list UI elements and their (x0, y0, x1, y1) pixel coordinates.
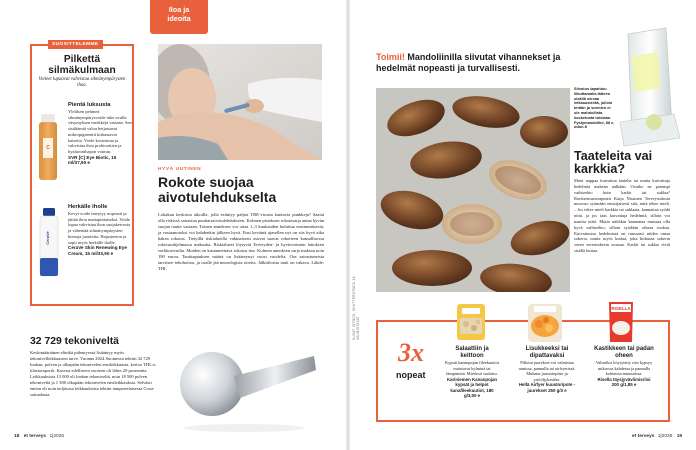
food-chicken (444, 346, 500, 399)
photo-credit: KUVAT ISTOCK, SHUTTERSTOCK JA VALMISTAJAT (352, 276, 360, 340)
article-left-headline: Rokote suojaa aivotulehdukselta (158, 174, 277, 205)
product-svr-title: Pientä luksusta (68, 102, 111, 108)
folio-left-issue: 1|2026 (49, 434, 65, 439)
svg-text:CeraVe: CeraVe (45, 231, 50, 245)
quick-foods-count: 3x (398, 338, 424, 367)
food-vegetables-title: Lisukkeeksi tai dipattavaksi (525, 346, 569, 359)
section-tab-label: Iloa ja ideoita (167, 5, 191, 23)
svr-eye-cream-image (36, 112, 60, 184)
mandoline-slicer-image (608, 26, 688, 150)
cerave-eye-cream-image (38, 206, 60, 280)
food-rice-title: Kastikkeen tai padan oheen (594, 346, 654, 359)
stat-body: Keskimääräinen elinikä pidentyessä lisääntyy myös tekonivelleikkausten tarve. Vuonna 2024 Suomessa tehtiin 32 729 lonkan, polven ja olkapään tekonivelen ensileikkausta, kertoo THL:n tilastoraportti. Kasvua edelliseen vuoteen oli lähes 20 prosenttia. Leikkauksista 13 000 oli lonkan tekoniveliä, noin 18 500 polven tekoniveliä ja 1 300 olkapään tekonivelen ensileikkauksia. Selvästi eniten eli noin neljäsosa leikkauksista tehtiin tampereilaisessa Coxa-sairaalassa. (30, 350, 156, 398)
folio-right (632, 434, 682, 439)
svg-text:C: C (46, 145, 50, 151)
chicken-cubes-image (454, 302, 488, 342)
folio-right-issue: 1|2026 (657, 434, 673, 439)
folio-right-number: 19 (676, 434, 683, 439)
tip-rest: Mandoliinilla siivutat vihannekset ja hedelmät nopeasti ja turvallisesti. (376, 52, 561, 73)
tip-lead: Toimii! (376, 52, 405, 62)
quick-foods-label: nopeat (396, 370, 426, 380)
food-vegetables-body: Pillotut juurekset voi valmistaa uunissa, pannulla tai airfryerissä. Mukana juustoinpiste ja yrttiöljykastike. (518, 360, 576, 382)
recommend-badge: SUOSITTELEMME (48, 40, 103, 49)
article-left-body: Lokakuu keskiosa aikoilla, jolla esiintyy paljon TBE-virusta kantavia punkkeja? Saatat olla riskissä sairastua puutiaisaivotulehdukseen. Kolmen pistoksen rokotesarja antaa hyvän suojan tautia vastaan. Toinen annoksen voi ottaa 1–3 kuukauden kuluttua ensimmäisestä, ja vastaanotoksi voi kahdenkin jälkeen hyvä. Ensi kevätnä ajasellen nyt on siis hyvä aika hakea rokotus. Tietyillä riskialueilla vakinaisesti asuvat saavat rokotteen kansallisessa rokotusohjelmassa maksutta. Riskialueet löytyvät Terveyden- ja hyvinvoinnin laitoksen verkkosivuilta. Muiden on kustannettava rokotus itse. Kolmen annoksen sarja maksaa noin 190 euroa. Tautitapauksen määrä on lisääntynyt vuosi vuodelta. Osa sairastuneista tarvitsee tehohoitoa, ja osalle jää neurologisia oireita. Jälkitiloista tauti on vakava. Lähde: THL (158, 212, 324, 272)
dried-dates-photo (376, 88, 570, 292)
product-svr-price: SVR [C] Eye Biotic, 15 ml/37,90 e (68, 154, 117, 166)
artificial-joint-image (164, 326, 322, 436)
product-svr-body: Yleilisen pehmeä silmänympärysvoide tuke avulla väsymyksen merkkejä vastaan. Sen sisältämät valoa heijastavat mikropigmentit kirkastavat katsetta. Voide kosteuttaa ja vahvistaa ihoa probioottien ja hyaluronihapon voimin. (68, 109, 132, 154)
food-rice-price: Risella täysjyväviimisriisi 200 g/1,85 e (597, 376, 651, 387)
root-vegetables-image (526, 302, 564, 344)
article-right-body: Moni nappaa kuivattua taatelia tai muita kuivattuja hedelmiä makean nälkään. Ovatko ne parempi vaihtoehto kuin karkit tai suklaa? Ravitsemusterapeutti Katja Nissinen Terveystalosta muovuo syömään ensisijaisesti sitä, mitä tekee mieli. – Jos tekee mieli karkkia tai suklaata, kannattaa syödä niitä, ja jos taas kuivattuja hedelmiä, silloin voi nauttia niitä. Mutta näiläkin kannattaa muistaa olla hyvä vaihtoehto, silloin syödään oikeaa ruokaa. Kuivattuissa hedelmissä on runsaasti niiden omaa sokeria, mutta myös kuitua, joka hidastaa sokerin veren verensokerin nousua. Karkit tai suklaa eivät sisällä kuitua. (574, 178, 670, 254)
recommend-title: Pilkettä silmäkulmaan (48, 54, 116, 76)
tip-headline (376, 52, 596, 73)
food-chicken-title: Salaattiin ja keittoon (455, 346, 489, 359)
vaccination-photo (158, 44, 322, 160)
food-vegetables-price: Hellä Airfyer kuustoripote -juurekset 250 g/3 e (518, 382, 576, 393)
food-rice-body: Valmiiksi höyrytetty riisi kypsyy mikrossa kahdessa ja pannulla kolmessa minuutissa. (595, 360, 653, 376)
folio-right-magazine: et terveys (632, 434, 655, 439)
section-tab (150, 0, 208, 34)
recommend-box (30, 44, 134, 306)
food-chicken-price: Kariniemen Kananpojan kypsät ja helpot kanafileekuutiot, 180 g/3,50 e (446, 376, 498, 398)
page-gutter (346, 0, 350, 450)
svg-text:RISELLA: RISELLA (611, 306, 631, 311)
tip-caption: Siivutus tapahtuu liikuttamalla lätteen sisällä olevaa leikkausterää, jolloin terään ja sormien ei ole mahdollista kosketusta toisiaan. Fystymandoliini, 88 e, odon.fi (574, 86, 615, 130)
folio-left-number: 18 (14, 434, 20, 439)
product-cerave-price: CeraVe Skin Renewing Eye Cream, 15 ml/33,90 e (68, 245, 127, 256)
stat-headline: 32 729 tekoniveltä (30, 336, 119, 347)
recommend-intro: Voiteet lupaavat vahvistaa silmänympärysten ihoa. (38, 77, 126, 88)
rice-pouch-image (606, 298, 636, 344)
folio-left-magazine: et terveys (23, 434, 47, 439)
folio-left (14, 434, 64, 439)
product-cerave-title: Herkälle iholle (68, 204, 108, 210)
product-svr (68, 102, 132, 166)
food-chicken-body: Kypsät kananpojan fileekuutiot maistuvat kylminä tai lämpiminä. Miedosti suolattu. (445, 360, 499, 376)
article-right-headline: Taateleita vai karkkia? (574, 149, 653, 177)
food-rice (594, 346, 654, 388)
product-cerave-body: Kevyt voide imeytyy nopeasti ja jättää ihon mattapintaiseksi. Voide lupaa vahvistaa ihon suojakerrosta ja vähentää silmänympärysten hienoja juonteita. Hajusteeton ja sopii myös herkälle iholle. (68, 211, 131, 245)
food-vegetables (518, 346, 576, 393)
product-cerave (68, 204, 132, 257)
article-left-kicker: HYVÄ UUTINEN (158, 167, 202, 172)
